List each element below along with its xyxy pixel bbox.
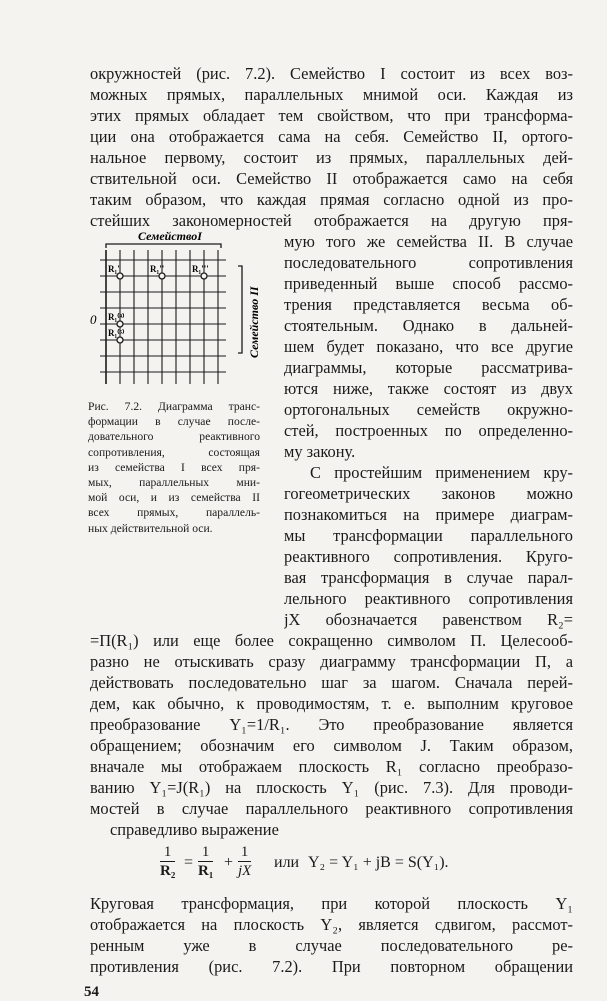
text-line: стейших закономерностей отображается на другую пря-: [90, 211, 573, 230]
text-line: действовать последовательно шаг за шагом. Сначала перей-: [90, 673, 573, 692]
text-line: преобразование Y₁=1/R₁. Это преобразование является: [90, 715, 573, 734]
text-line: можных прямых, параллельных мнимой оси. Каждая из: [90, 85, 573, 104]
text-line: диаграммы, которые рассматрива-: [284, 358, 573, 377]
text-line: стей, построенных по определенно-: [284, 421, 573, 440]
fraction-numerator: 1: [238, 844, 251, 862]
fraction-numerator: 1: [160, 844, 175, 862]
text-line: трения представляется весьма об-: [284, 295, 573, 314]
text-line: лельного реактивного сопротивления: [284, 589, 573, 608]
point-label: R₁'': [150, 264, 165, 274]
caption-line: довательного реактивного: [88, 430, 260, 444]
point-label: R₁⁽⁴⁾: [108, 312, 125, 322]
fraction-numerator: 1: [198, 844, 213, 862]
text-line: ции она отображается сама на себя. Семейство II, ортого-: [90, 127, 573, 146]
formula: [160, 844, 500, 890]
text-line: вначале мы отображаем плоскость R₁ согласно преобразо-: [90, 757, 573, 776]
text-line: таким образом, что каждая прямая согласно одной из про-: [90, 190, 573, 209]
text-line: мостей в случае параллельного реактивного сопротивления: [90, 799, 573, 818]
fraction-denominator: jX: [238, 863, 252, 879]
text-line: С простейшим применением кру-: [310, 463, 573, 482]
caption-line: сопротивления, состоящая: [88, 445, 260, 459]
text-line: ванию Y₁=J(R₁) на плоскость Y₁ (рис. 7.3). Для проводи-: [90, 778, 573, 797]
caption-line: формации в случае после-: [88, 415, 260, 429]
family-2-brace: [238, 266, 242, 353]
text-line: мы трансформации параллельного: [284, 526, 573, 545]
origin-label: 0: [90, 312, 97, 327]
text-line: справедливо выражение: [110, 820, 279, 839]
family-1-brace: [106, 244, 221, 248]
point-label: R₁⁽⁵⁾: [108, 328, 125, 338]
text-line: вая трансформация в случае парал-: [284, 568, 573, 587]
text-line: стоятельным. Однако в дальней-: [284, 316, 573, 335]
text-line: разно не отыскивать сразу диаграмму трансформации П, а: [90, 652, 573, 671]
fraction-denominator: R₁: [198, 863, 214, 879]
caption-line: ных действительной оси.: [88, 521, 213, 535]
text-line: познакомиться на примере диаграм-: [284, 505, 573, 524]
plus-sign: +: [224, 854, 234, 871]
fraction-mid: [198, 844, 213, 880]
text-line: =П(R₁) или еще более сокращенно символом П. Целесооб-: [90, 631, 573, 650]
text-line: ренным уже в случае последовательного ре-: [90, 936, 573, 955]
equals-sign: =: [184, 854, 194, 871]
fraction-lhs: [160, 844, 175, 880]
point-label: R₁''': [192, 264, 209, 274]
text-line: дем, как обычно, к проводимостям, т. е. выполним круговое: [90, 694, 573, 713]
text-line: реактивного сопротивления. Круго-: [284, 547, 573, 566]
text-line: ствительной оси. Семейство II отображается само на себя: [90, 169, 573, 188]
text-line: окружностей (рис. 7.2). Семейство I состоит из всех воз-: [90, 64, 573, 83]
caption-line: мых, параллельных мни-: [88, 476, 260, 490]
text-line: jX обозначается равенством R₂=: [284, 610, 573, 629]
text-line: этих прямых обладает тем свойством, что при трансформа-: [90, 106, 573, 125]
text-line: приведенный выше способ рассмо-: [284, 274, 573, 293]
caption-line: мой оси, и из семейства II: [88, 491, 260, 505]
text-line: отображается на плоскость Y₂, является сдвигом, рассмот-: [90, 915, 573, 934]
fraction-denominator: R₂: [160, 863, 176, 879]
text-line: шем будет показано, что все другие: [284, 337, 573, 356]
figure-caption: [88, 399, 260, 536]
text-line: Круговая трансформация, при которой плоскость Y₁: [90, 894, 573, 913]
diagram-figure: [86, 218, 276, 393]
text-line: гогеометрических законов можно: [284, 484, 573, 503]
caption-line: Рис. 7.2. Диаграмма транс-: [88, 400, 260, 413]
text-line: обращением; обозначим его символом J. Таким образом,: [90, 736, 573, 755]
text-line: ются ниже, также состоят из двух: [284, 379, 573, 398]
caption-line: из семейства I всех пря-: [88, 460, 260, 474]
text-line: му закону.: [284, 442, 356, 461]
family-2-label: Семейство II: [247, 286, 261, 358]
point-label: R₁': [108, 264, 120, 274]
text-line: ортогональных семейств окружно-: [284, 400, 573, 419]
text-line: мую того же семейства II. В случае: [284, 232, 573, 251]
formula-rhs: Y₂ = Y₁ + jB = S(Y₁).: [308, 854, 449, 871]
text-line: последовательного сопротивления: [284, 253, 573, 272]
fraction-right: [238, 844, 251, 880]
page-number: 54: [84, 984, 99, 1000]
text-line: нальное первому, состоит из прямых, параллельных дей-: [90, 148, 573, 167]
family-1-label: СемействоI: [138, 229, 202, 243]
connector-word: или: [274, 854, 300, 871]
caption-line: всех прямых, параллель-: [88, 506, 260, 520]
text-line: противления (рис. 7.2). При повторном обращении: [90, 957, 573, 976]
